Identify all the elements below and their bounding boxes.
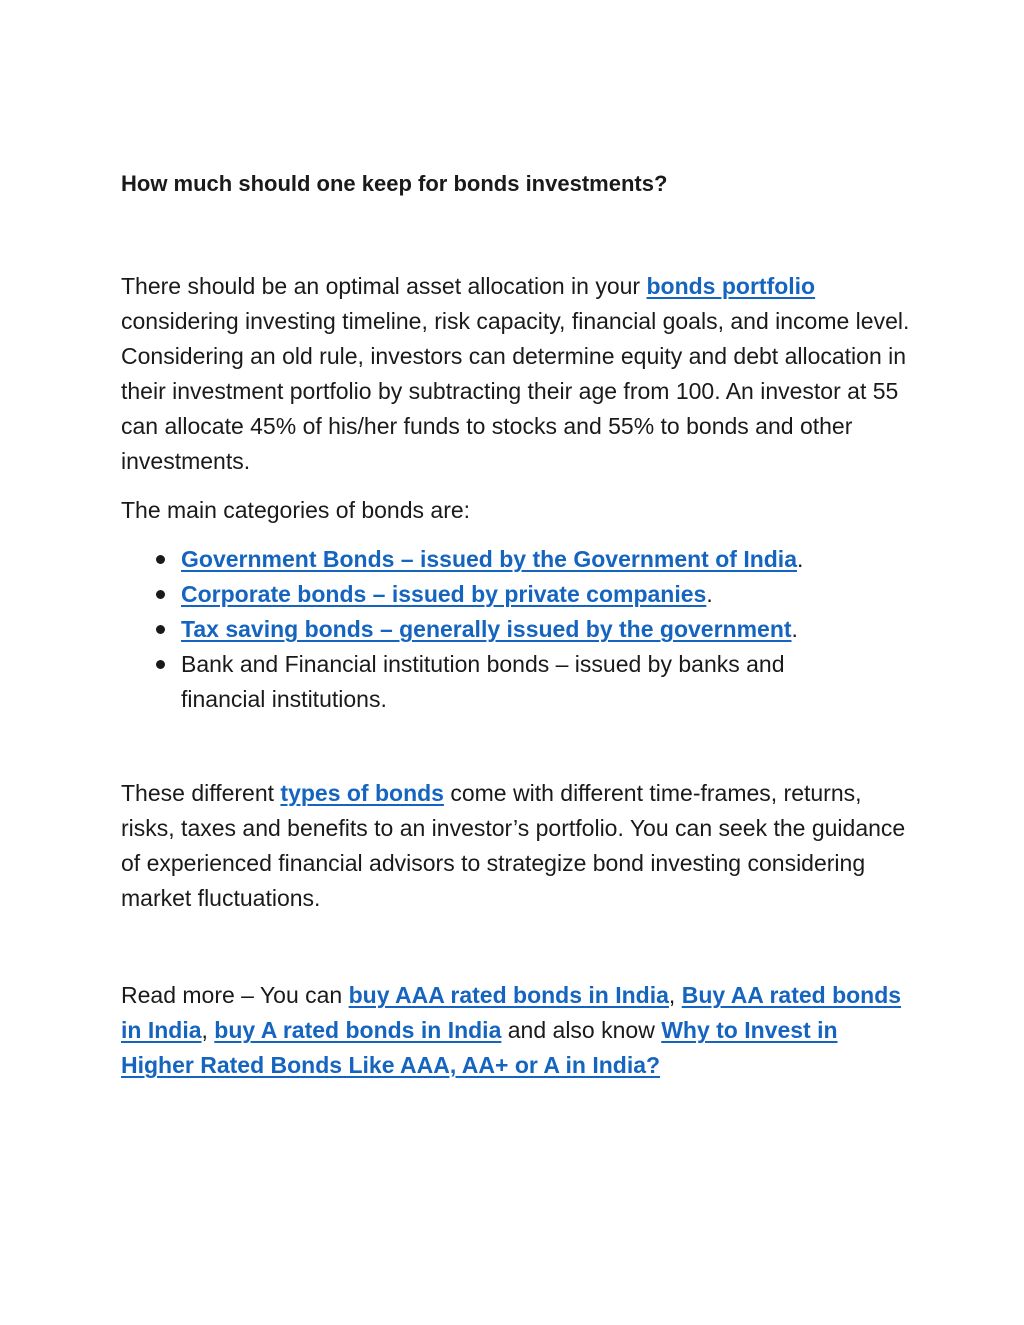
types-of-bonds-paragraph	[121, 776, 911, 916]
bonds-portfolio-link[interactable]: bonds portfolio	[646, 273, 816, 299]
asset-allocation-paragraph	[121, 269, 911, 479]
document-page	[121, 168, 911, 1083]
tax-saving-bonds-link[interactable]: Tax saving bonds – generally issued by the government	[181, 616, 792, 642]
bullet-icon	[156, 625, 165, 634]
why-invest-higher-rated-link[interactable]: Why to Invest in Higher Rated Bonds Like AAA, AA+ or A in India?	[121, 1017, 838, 1078]
buy-aa-bonds-link[interactable]: Buy AA rated bonds in India	[121, 982, 902, 1043]
government-bonds-link[interactable]: Government Bonds – issued by the Government of India	[181, 546, 797, 572]
separator-text: ,	[668, 982, 682, 1008]
corporate-bonds-link[interactable]: Corporate bonds – issued by private companies	[181, 581, 707, 607]
types-of-bonds-link[interactable]: types of bonds	[280, 780, 444, 806]
list-item	[181, 612, 911, 647]
paragraph-text: Read more – You can	[121, 982, 349, 1008]
paragraph-text: There should be an optimal asset allocation in your	[121, 273, 647, 299]
bond-categories-list	[121, 542, 911, 717]
bullet-icon	[156, 590, 165, 599]
list-item	[181, 577, 911, 612]
buy-a-bonds-link[interactable]: buy A rated bonds in India	[214, 1017, 502, 1043]
paragraph-text: considering investing timeline, risk capacity, financial goals, and income level. Considering an old rule, investors can determine equity and debt allocation in their investment portfolio by subtracting their age from 100. An investor at 55 can allocate 45% of his/her funds to stocks and 55% to bonds and other investments.	[121, 308, 910, 474]
list-item-suffix: .	[706, 581, 713, 607]
bullet-icon	[156, 555, 165, 564]
categories-intro: The main categories of bonds are:	[121, 497, 471, 523]
buy-aaa-bonds-link[interactable]: buy AAA rated bonds in India	[348, 982, 669, 1008]
section-heading: How much should one keep for bonds investments?	[121, 171, 668, 196]
paragraph-text: and also know	[501, 1017, 662, 1043]
list-item	[181, 542, 911, 577]
paragraph-text: These different	[121, 780, 281, 806]
list-item-suffix: .	[797, 546, 804, 572]
bank-bonds-text: Bank and Financial institution bonds – issued by banks and financial institutions.	[181, 651, 785, 712]
separator-text: ,	[201, 1017, 215, 1043]
read-more-paragraph	[121, 978, 911, 1083]
paragraph-text: come with different time-frames, returns, risks, taxes and benefits to an investor’s portfolio. You can seek the guidance of experienced financial advisors to strategize bond investing considering market fluctuations.	[121, 780, 906, 911]
list-item	[181, 647, 911, 717]
bullet-icon	[156, 660, 165, 669]
list-item-suffix: .	[791, 616, 798, 642]
